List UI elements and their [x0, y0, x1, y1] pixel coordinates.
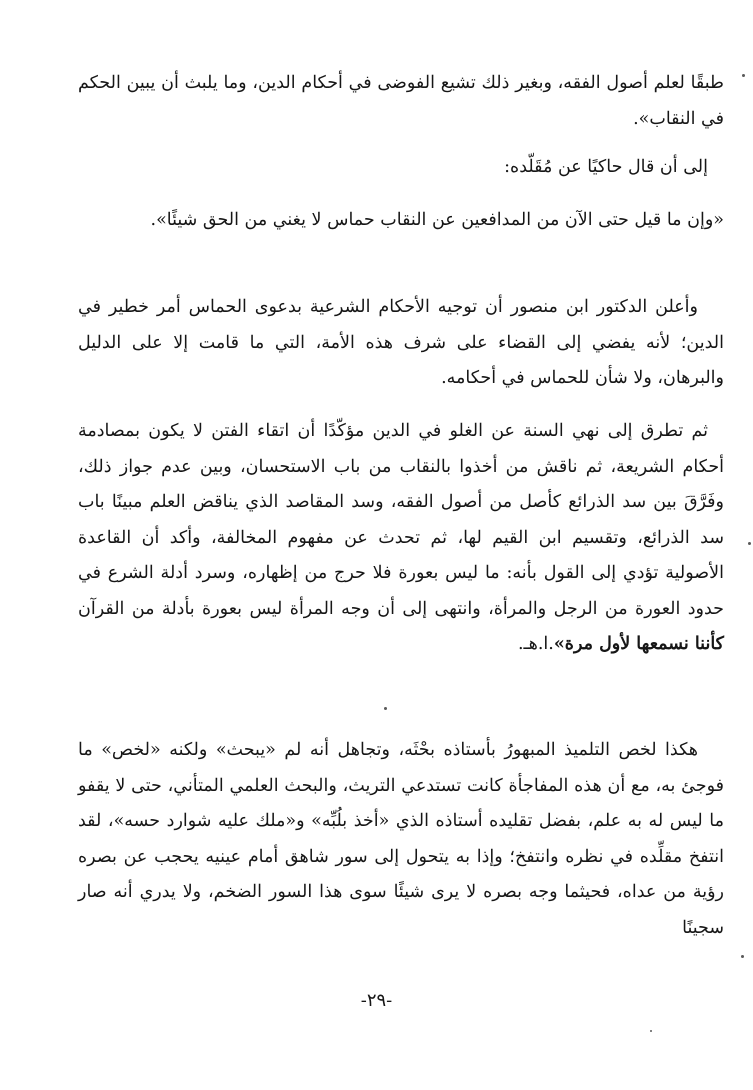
paragraph-quote: «وإن ما قيل حتى الآن من المدافعين عن النقاب حماس لا يغني من الحق شيئًا».	[150, 210, 724, 230]
paragraph-announcement: وأعلن الدكتور ابن منصور أن توجيه الأحكام الشرعية بدعوى الحماس أمر خطير في الدين؛ لأنه يفضي إلى القضاء على شرف هذه الأمة، التي ما قامت إلا على الدليل والبرهان، ولا شأن للحماس في أحكامه.	[78, 297, 724, 388]
scan-speck	[384, 707, 387, 710]
paragraph-critique: هكذا لخص التلميذ المبهورُ بأستاذه بحْثَه، وتجاهل أنه لم «يبحث» ولكنه «لخص» ما فوجئ به، مع أن هذه المفاجأة كانت تستدعي التريث، والبحث العلمي المتأني، حتى لا يقفو ما ليس له به علم، بفضل تقليده أستاذه الذي «أخذ بلُبِّه» و«ملك عليه شوارد حسه»، لقد انتفخ مقلِّده في نظره وانتفخ؛ وإذا به يتحول إلى سور شاهق أمام عينيه يحجب عن بصره رؤية من عداه، فحيثما وجه بصره لا يرى شيئًا سوى هذا السور الضخم، ولا يدري أنه صار سجينًا	[78, 740, 724, 938]
bold-phrase: كأننا نسمعها لأول مرة»	[553, 634, 724, 654]
scan-speck	[650, 1030, 652, 1032]
body-text-intro	[78, 150, 724, 186]
abbreviation: .ا.هـ.	[517, 634, 554, 654]
body-text-top	[78, 66, 724, 137]
body-text-summary	[78, 414, 724, 663]
paragraph-summary	[78, 414, 724, 663]
page-number: -٢٩-	[360, 990, 393, 1011]
scan-speck	[742, 74, 745, 77]
body-text-quote	[78, 203, 724, 239]
scan-speck	[741, 955, 744, 958]
body-text-critique	[78, 733, 724, 946]
paragraph-quote-intro: إلى أن قال حاكيًا عن مُقَلّده:	[504, 157, 708, 177]
paragraph-summary-text: ثم تطرق إلى نهي السنة عن الغلو في الدين مؤكّدًا أن اتقاء الفتن لا يكون بمصادمة أحكام الشريعة، ثم ناقش من أخذوا بالنقاب من باب الاستحسان، وبين عدم جواز ذلك، وفَرَّقَ بين سد الذرائع كأصل من أصول الفقه، وسد المقاصد الذي يناقض العلم مبينًا باب سد الذرائع، وتقسيم ابن القيم لها، ثم تحدث عن مفهوم المخالفة، وأكد أن القاعدة الأصولية تؤدي إلى القول بأنه: ما ليس بعورة فلا حرج من إظهاره، وسرد أدلة الشرع في حدود العورة من الرجل والمرأة، وانتهى إلى أن وجه المرأة ليس بعورة بأدلة من القرآن	[78, 421, 724, 619]
paragraph-continuation: طبقًا لعلم أصول الفقه، وبغير ذلك تشيع الفوضى في أحكام الدين، وما يلبث أن يبين الحكم في النقاب».	[78, 73, 724, 129]
body-text-announcement	[78, 290, 724, 397]
scan-speck	[748, 542, 751, 545]
